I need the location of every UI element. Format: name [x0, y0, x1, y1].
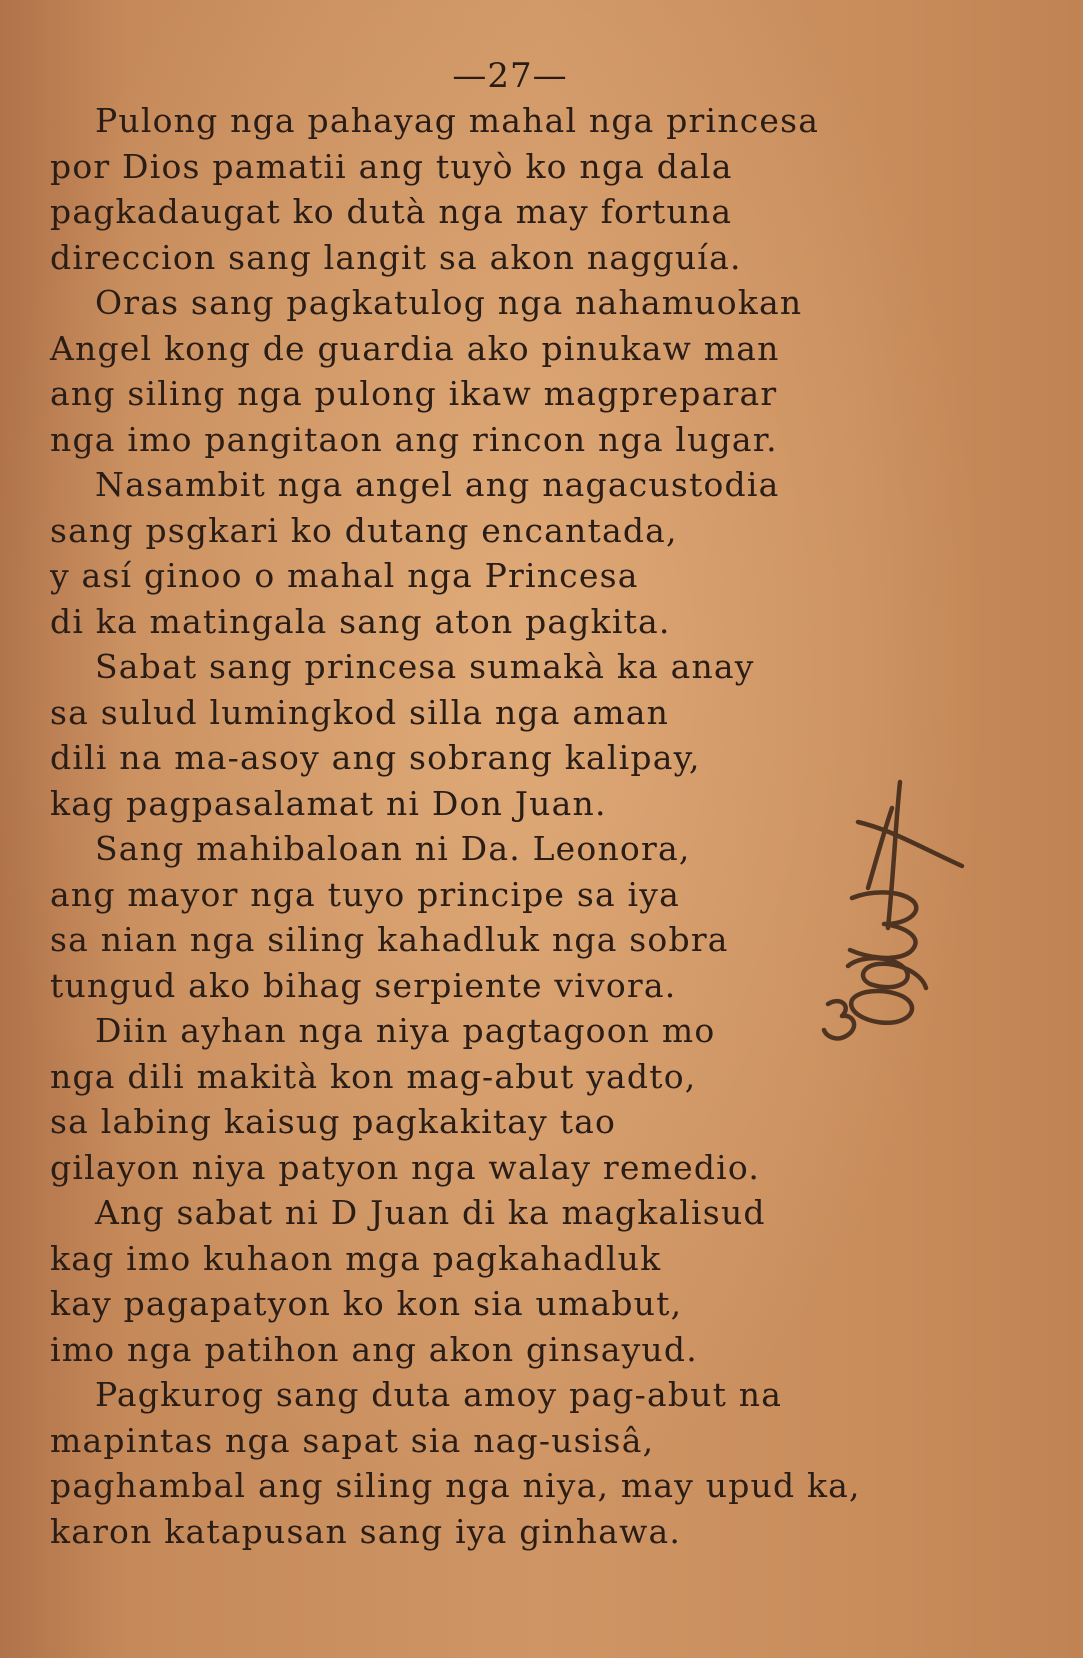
verse-line: nga dili makità kon mag-abut yadto, — [50, 1056, 697, 1096]
stanza — [50, 98, 950, 280]
verse-line: ang siling nga pulong ikaw magpreparar — [50, 374, 778, 413]
handwriting-stroke — [868, 808, 892, 888]
handwritten-catalog-note — [822, 778, 982, 1048]
page-number: —27— — [452, 56, 568, 96]
verse-line: Diin ayhan nga niya pagtagoon mo — [95, 1011, 716, 1050]
handwriting-stroke — [851, 991, 912, 1023]
verse-line: kag imo kuhaon mga pagkahadluk — [50, 1238, 662, 1278]
handwriting-stroke — [848, 958, 926, 988]
verse-text — [50, 98, 950, 1554]
handwriting-stroke — [888, 782, 900, 928]
stanza — [50, 826, 950, 1008]
verse-line: kag pagpasalamat ni Don Juan. — [50, 783, 607, 823]
verse-line: sang psgkari ko dutang encantada, — [50, 510, 678, 550]
stanza — [50, 280, 950, 462]
stanza — [50, 462, 950, 644]
verse-line: kay pagapatyon ko kon sia umabut, — [50, 1284, 683, 1323]
verse-line: Sang mahibaloan ni Da. Leonora, — [95, 829, 691, 868]
verse-line: gilayon niya patyon nga walay remedio. — [50, 1147, 761, 1187]
verse-line: dili na ma-asoy ang sobrang kalipay, — [50, 738, 701, 777]
handwriting-stroke — [850, 892, 916, 958]
verse-line: Oras sang pagkatulog nga nahamuokan — [95, 283, 803, 322]
verse-line: nga imo pangitaon ang rincon nga lugar. — [50, 419, 778, 459]
verse-line: Pulong nga pahayag mahal nga princesa — [95, 101, 820, 140]
stanza — [50, 1008, 950, 1190]
verse-line: tungud ako bihag serpiente vivora. — [50, 965, 677, 1005]
verse-line: sa nian nga siling kahadluk nga sobra — [50, 920, 729, 959]
verse-line: direccion sang langit sa akon nagguía. — [50, 237, 742, 277]
handwriting-stroke — [858, 822, 962, 866]
verse-line: mapintas nga sapat sia nag-usisâ, — [50, 1420, 655, 1460]
verse-line: Sabat sang princesa sumakà ka anay — [95, 647, 755, 686]
verse-line: por Dios pamatii ang tuyò ko nga dala — [50, 146, 733, 186]
verse-line: pagkadaugat ko dutà nga may fortuna — [50, 192, 733, 231]
verse-line: Angel kong de guardia ako pinukaw man — [50, 328, 780, 368]
stanza — [50, 1372, 950, 1554]
stanza — [50, 644, 950, 826]
verse-line: paghambal ang siling nga niya, may upud ka, — [50, 1466, 861, 1505]
verse-line: karon katapusan sang iya ginhawa. — [50, 1511, 682, 1551]
verse-line: ang mayor nga tuyo principe sa iya — [50, 874, 680, 914]
verse-line: sa labing kaisug pagkakitay tao — [50, 1102, 617, 1141]
verse-line: Ang sabat ni D Juan di ka magkalisud — [95, 1193, 766, 1232]
stanza — [50, 1190, 950, 1372]
verse-line: Nasambit nga angel ang nagacustodia — [95, 465, 780, 504]
verse-line: Pagkurog sang duta amoy pag-abut na — [95, 1375, 783, 1414]
verse-line: y así ginoo o mahal nga Princesa — [50, 556, 639, 595]
verse-line: sa sulud lumingkod silla nga aman — [50, 692, 670, 732]
verse-line: di ka matingala sang aton pagkita. — [50, 601, 671, 641]
verse-line: imo nga patihon ang akon ginsayud. — [50, 1329, 698, 1369]
